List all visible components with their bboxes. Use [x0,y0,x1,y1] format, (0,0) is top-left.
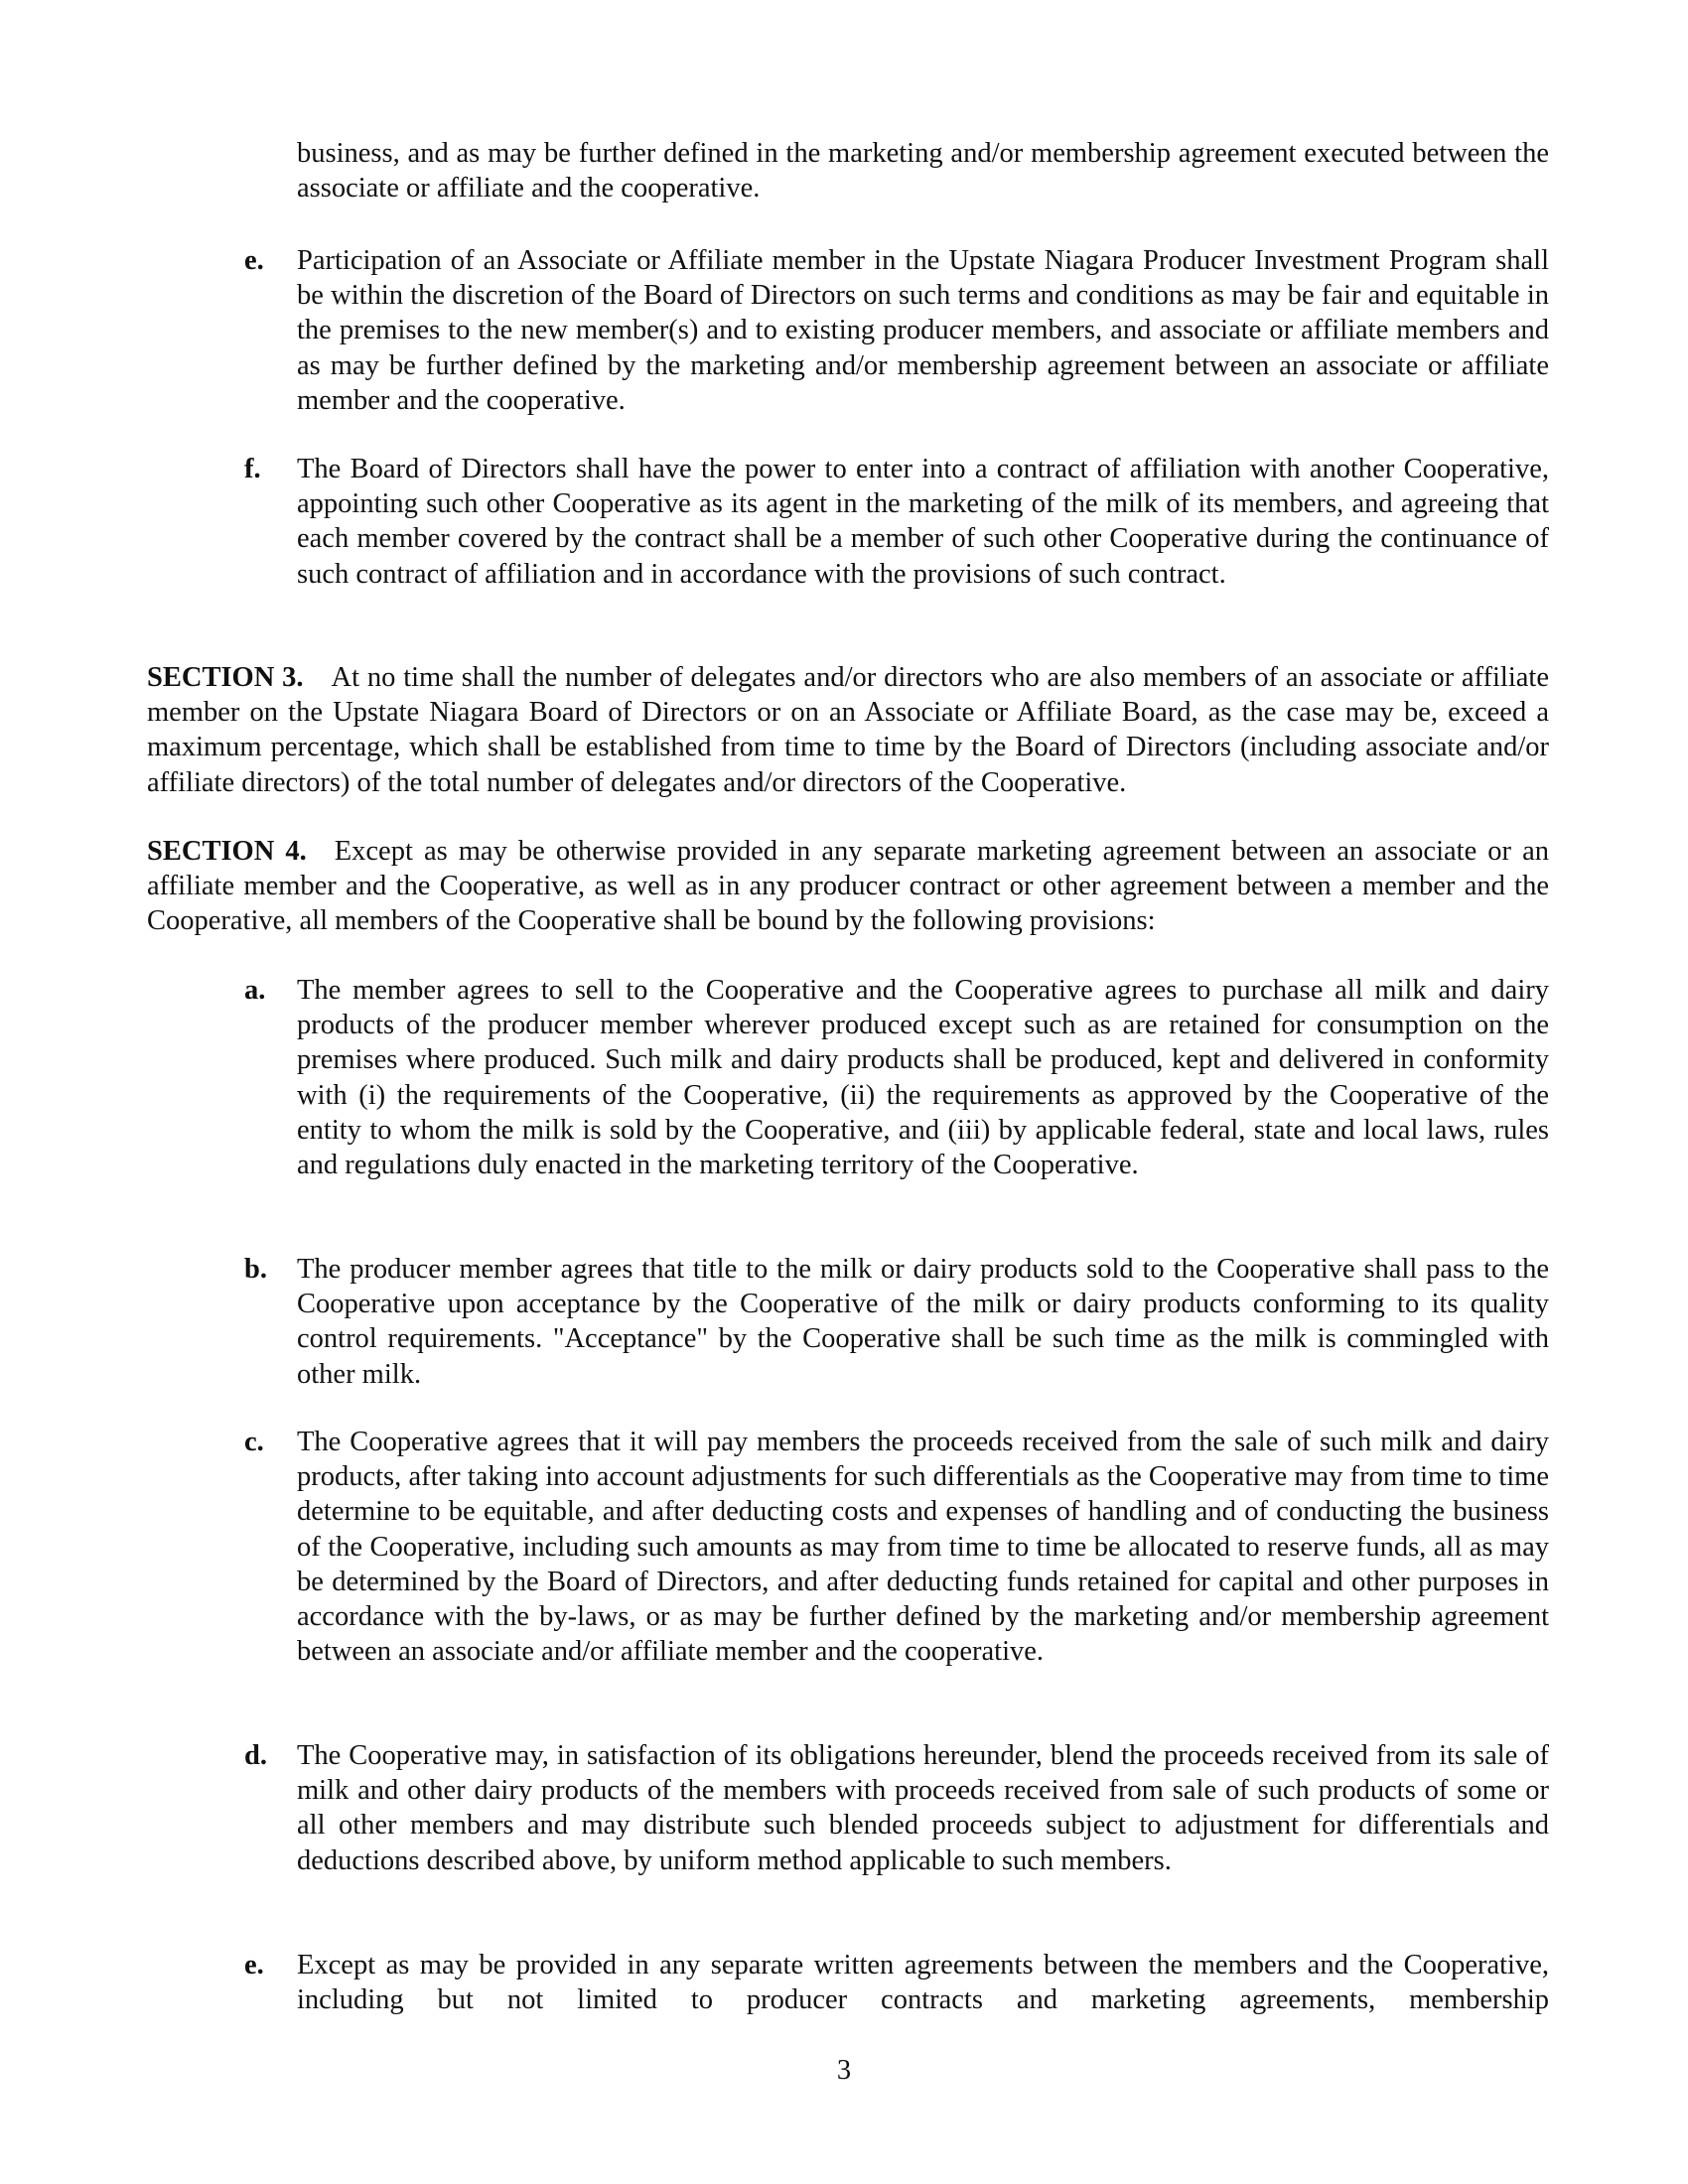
section-4-item-label-a: a. [244,975,266,1006]
section-4-item-label-e: e. [244,1950,264,1980]
section-4-item-d-text: The Cooperative may, in satisfaction of its obligations hereunder, blend the proceeds received from its sale of milk and other dairy products of the members with proceeds received from sale of such products of some or all other members and may distribute such blended proceeds subject to adjustment for differentials and deductions described above, by uniform method applicable to such members. [297,1740,1549,1876]
section-3-label: SECTION 3. [147,662,304,693]
section-4-item-label-d: d. [244,1740,267,1771]
section-4-item-label-b: b. [244,1254,267,1285]
page-number: 3 [836,2055,852,2086]
item-label-e: e. [244,245,264,276]
section-4-item-b-text: The producer member agrees that title to the milk or dairy products sold to the Cooperative shall pass to the Cooperative upon acceptance by the Cooperative of the milk or dairy products conforming to its quality control requirements. "Acceptance" by the Cooperative shall be such time as the milk is commingled with other milk. [297,1254,1549,1390]
section-4-item-e-text: Except as may be provided in any separate written agreements between the members and the Cooperative, including but not limited to producer contracts and marketing agreements, membership [297,1950,1549,2016]
section-4 [147,834,1549,939]
section-4-item-label-c: c. [244,1427,264,1457]
item-f-text: The Board of Directors shall have the power to enter into a contract of affiliation with another Cooperative, appointing such other Cooperative as its agent in the marketing of the milk of its members, and agreeing that each member covered by the contract shall be a member of such other Cooperative during the continuance of such contract of affiliation and in accordance with the provisions of such contract. [297,454,1549,590]
item-label-f: f. [244,454,261,484]
section-3-text: At no time shall the number of delegates and/or directors who are also members of an associate or affiliate member on the Upstate Niagara Board of Directors or on an Associate or Affiliate Board, as the case may be, exceed a maximum percentage, which shall be established from time to time by the Board of Directors (including associate and/or affiliate directors) of the total number of delegates and/or directors of the Cooperative. [147,662,1549,798]
item-e-text: Participation of an Associate or Affiliate member in the Upstate Niagara Producer Investment Program shall be within the discretion of the Board of Directors on such terms and conditions as may be fair and equitable in the premises to the new member(s) and to existing producer members, and associate or affiliate members and as may be further defined by the marketing and/or membership agreement between an associate or affiliate member and the cooperative. [297,245,1549,416]
section-4-label: SECTION 4. [147,836,307,867]
section-4-text: Except as may be otherwise provided in any separate marketing agreement between an associate or an affiliate member and the Cooperative, as well as in any producer contract or other agreement between a member and the Cooperative, all members of the Cooperative shall be bound by the following provisions: [147,836,1550,937]
section-4-item-a-text: The member agrees to sell to the Cooperative and the Cooperative agrees to purchase all milk and dairy products of the producer member wherever produced except such as are retained for consumption on the premises where produced. Such milk and dairy products shall be produced, kept and delivered in conformity with (i) the requirements of the Cooperative, (ii) the requirements as approved by the Cooperative of the entity to whom the milk is sold by the Cooperative, and (iii) by applicable federal, state and local laws, rules and regulations duly enacted in the marketing territory of the Cooperative. [297,975,1549,1181]
continuation-paragraph: business, and as may be further defined in the marketing and/or membership agreement executed between the associate or affiliate and the cooperative. [297,138,1549,205]
section-3 [147,660,1549,800]
section-4-item-c-text: The Cooperative agrees that it will pay members the proceeds received from the sale of such milk and dairy products, after taking into account adjustments for such differentials as the Cooperative may from time to time determine to be equitable, and after deducting costs and expenses of handling and of conducting the business of the Cooperative, including such amounts as may from time to time be allocated to reserve funds, all as may be determined by the Board of Directors, and after deducting funds retained for capital and other purposes in accordance with the by-laws, or as may be further defined by the marketing and/or membership agreement between an associate and/or affiliate member and the cooperative. [297,1427,1549,1668]
